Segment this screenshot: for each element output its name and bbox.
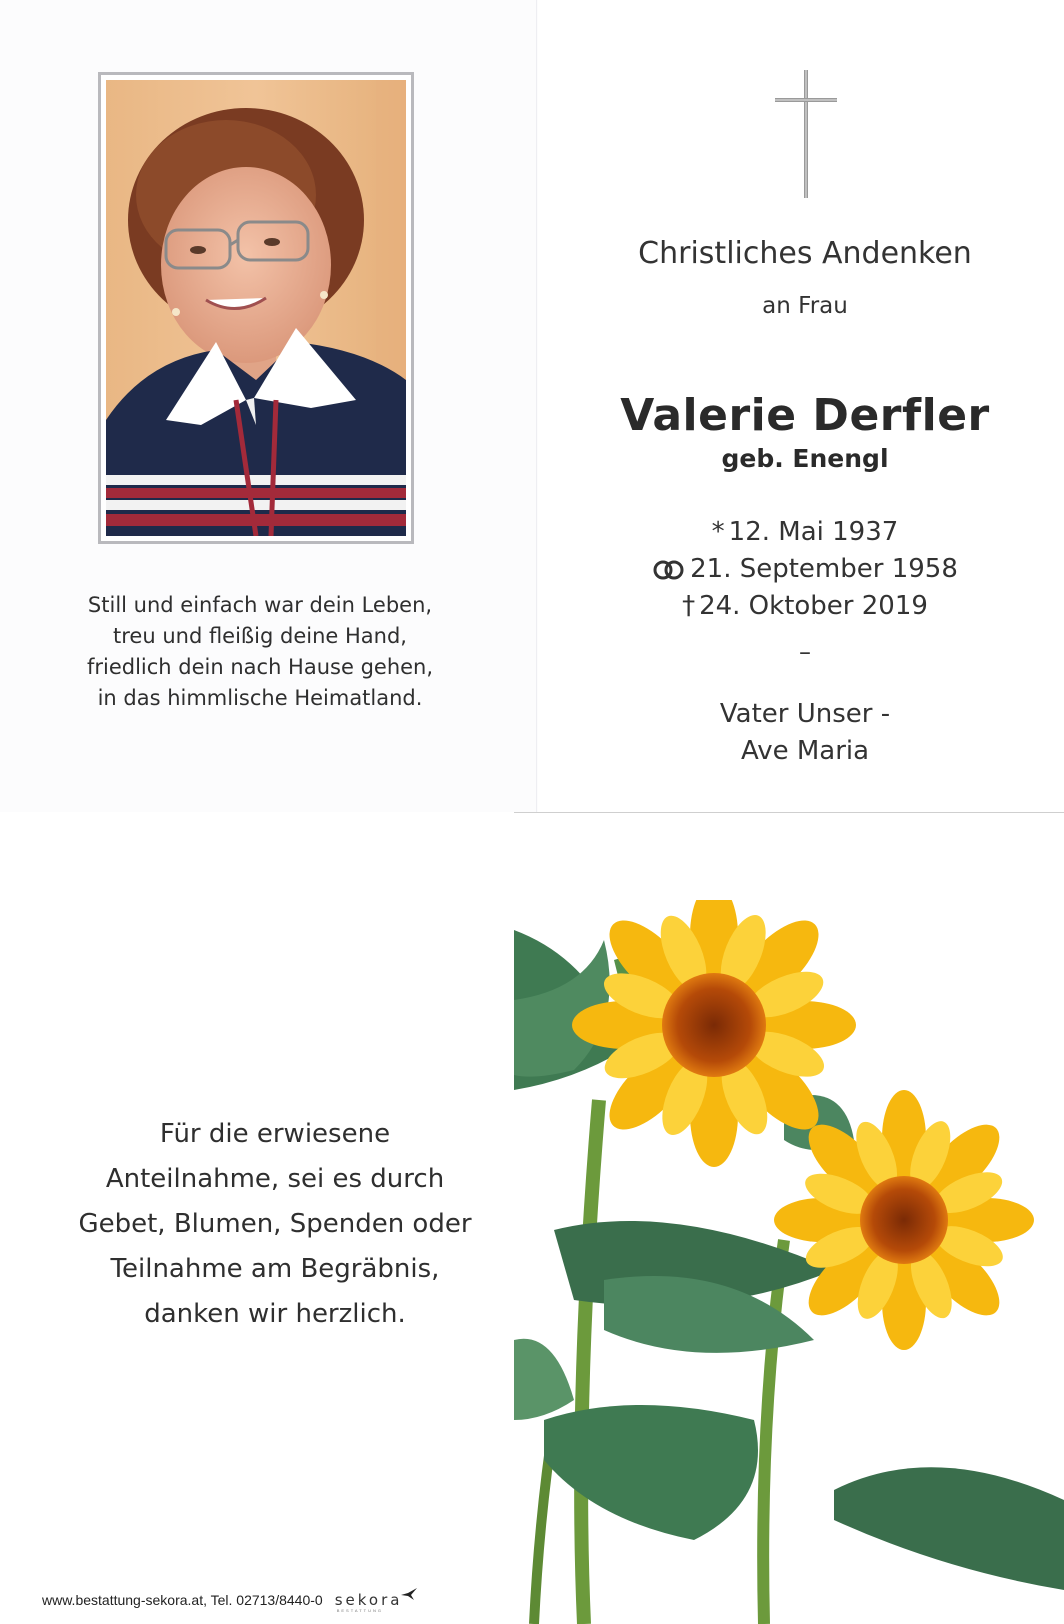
thanks-line: Anteilnahme, sei es durch	[105, 1164, 445, 1194]
thanks-line: Für die erwiesene	[159, 1119, 391, 1149]
birth-symbol: *	[711, 517, 725, 547]
logo-subtext: BESTATTUNG	[336, 1608, 383, 1613]
birth-date: 12. Mai 1937	[728, 517, 899, 547]
portrait-image	[106, 80, 406, 536]
death-date-row	[560, 588, 1050, 625]
birth-name: geb. Enengl	[721, 444, 889, 473]
card-title: Christliches Andenken	[638, 236, 972, 271]
wedding-date-row	[560, 551, 1050, 588]
poem-line: Still und einfach war dein Leben,	[87, 593, 433, 617]
prayer-line: Ave Maria	[740, 736, 870, 766]
thanks-line: Gebet, Blumen, Spenden oder	[78, 1209, 472, 1239]
thanks-line: danken wir herzlich.	[144, 1299, 406, 1329]
death-date: 24. Oktober 2019	[699, 591, 928, 621]
fold-line-vertical	[536, 0, 537, 812]
poem-line: treu und fleißig deine Hand,	[113, 624, 407, 648]
contact-info: www.bestattung-sekora.at, Tel. 02713/8440-0	[42, 1592, 323, 1608]
poem-line: friedlich dein nach Hause gehen,	[86, 655, 434, 679]
sunflower-image	[514, 900, 1064, 1624]
undertaker-footer	[42, 1588, 418, 1612]
prayer-line: Vater Unser -	[719, 699, 891, 729]
bird-logo-icon	[400, 1587, 418, 1601]
separator: –	[799, 638, 811, 666]
wedding-rings-icon	[652, 559, 686, 581]
cross-icon	[775, 70, 837, 198]
life-dates	[560, 514, 1050, 625]
thanks-text	[40, 1112, 510, 1337]
logo-text: sekora	[334, 1591, 403, 1609]
undertaker-logo	[334, 1591, 419, 1613]
portrait-photo	[98, 72, 414, 544]
deceased-name: Valerie Derfler	[620, 390, 990, 441]
death-symbol: †	[682, 591, 696, 621]
wedding-date: 21. September 1958	[690, 554, 958, 584]
poem-line: in das himmlische Heimatland.	[97, 686, 423, 710]
birth-date-row	[560, 514, 1050, 551]
fold-line-horizontal	[514, 812, 1064, 813]
thanks-line: Teilnahme am Begräbnis,	[110, 1254, 440, 1284]
memorial-poem	[40, 590, 480, 714]
salutation: an Frau	[762, 293, 848, 319]
prayer	[560, 696, 1050, 770]
